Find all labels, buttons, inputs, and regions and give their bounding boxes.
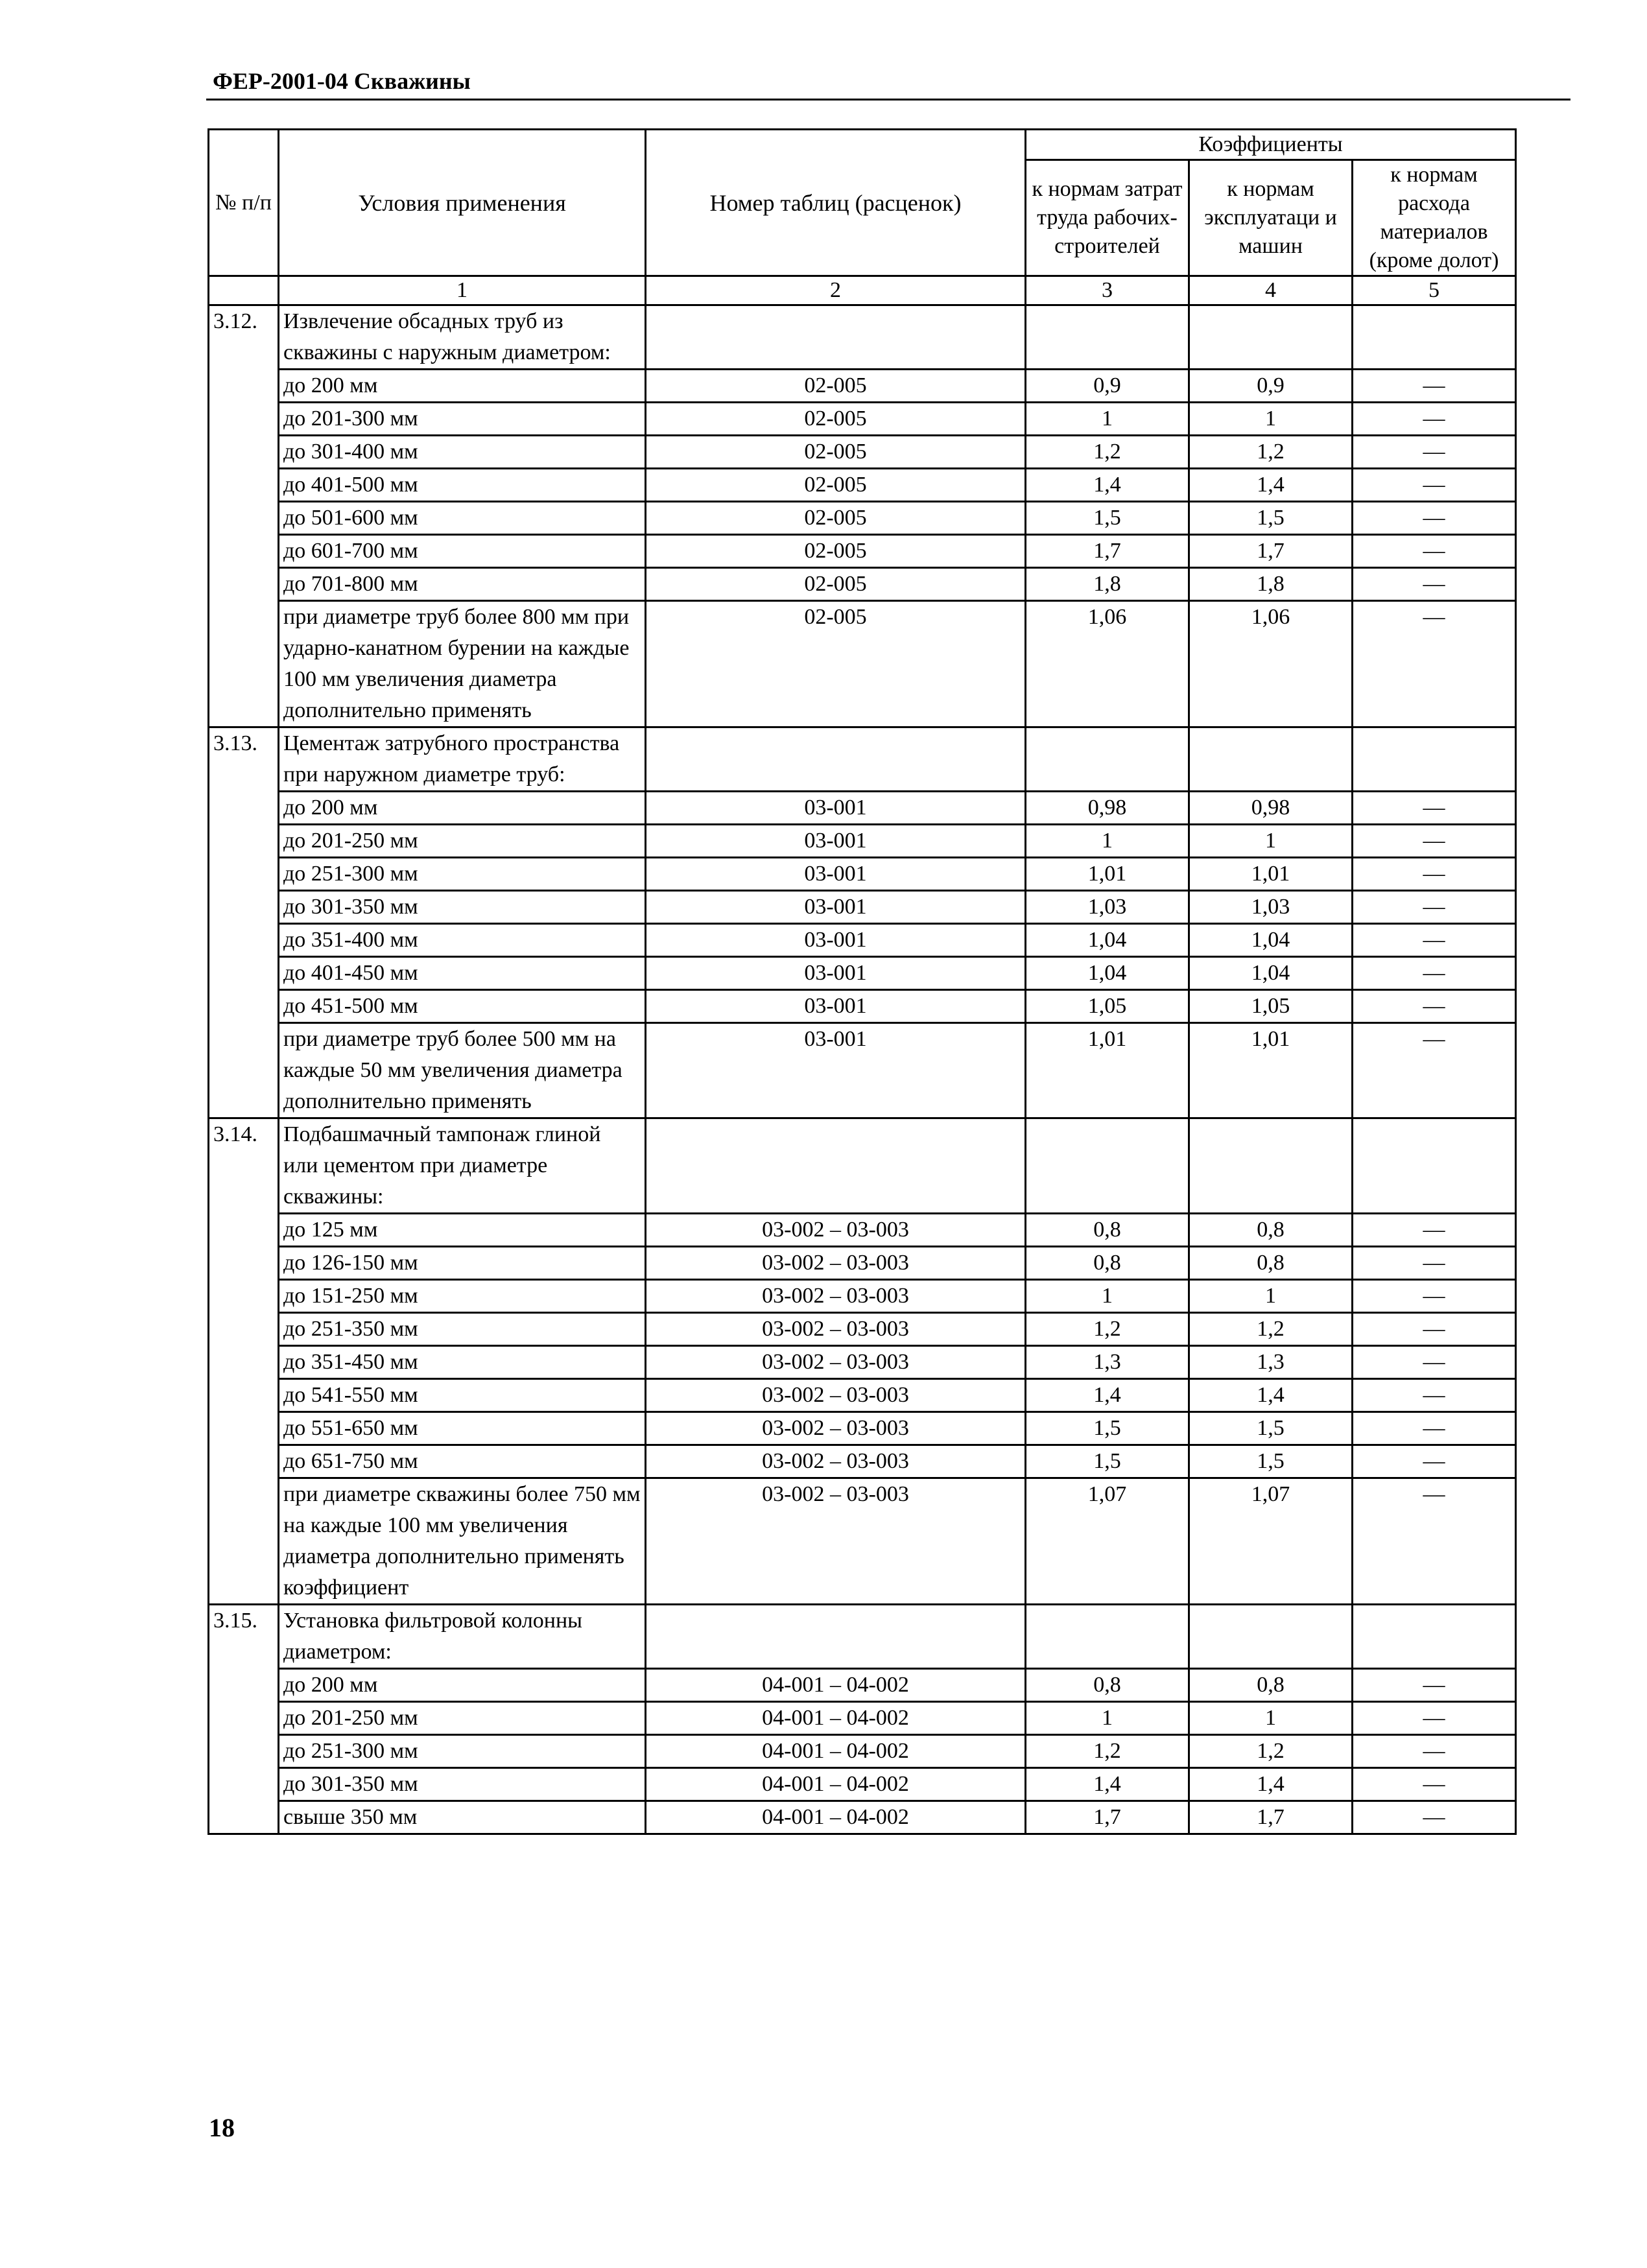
machines-coef-cell: 0,8	[1189, 1669, 1353, 1702]
labor-coef-cell: 0,9	[1026, 370, 1189, 403]
condition-cell: при диаметре труб более 800 мм при ударно-канатном бурении на каждые 100 мм увеличения диаметра дополнительно применять	[279, 601, 646, 727]
table-number-cell: 03-001	[646, 891, 1026, 924]
machines-coef-cell: 0,9	[1189, 370, 1353, 403]
materials-coef-cell: —	[1353, 1346, 1516, 1379]
table-number-cell: 02-005	[646, 436, 1026, 469]
condition-cell: до 401-450 мм	[279, 957, 646, 990]
materials-coef-cell: —	[1353, 1023, 1516, 1118]
materials-coef-cell: —	[1353, 601, 1516, 727]
machines-coef-cell: 1,06	[1189, 601, 1353, 727]
table-number-cell: 03-002 – 03-003	[646, 1214, 1026, 1247]
condition-cell: до 201-300 мм	[279, 403, 646, 436]
table-row	[209, 1280, 1516, 1313]
labor-coef-cell: 1,5	[1026, 1445, 1189, 1478]
table-number-cell: 03-001	[646, 957, 1026, 990]
labor-coef-cell: 1,05	[1026, 990, 1189, 1023]
table-row	[209, 436, 1516, 469]
machines-coef-cell: 1,4	[1189, 1379, 1353, 1412]
labor-coef-cell: 1,01	[1026, 858, 1189, 891]
materials-coef-cell: —	[1353, 1735, 1516, 1768]
column-number: 1	[279, 276, 646, 305]
condition-cell: до 401-500 мм	[279, 469, 646, 502]
machines-coef-cell: 1,8	[1189, 568, 1353, 601]
machines-coef-cell: 0,98	[1189, 792, 1353, 825]
table-number-cell: 03-002 – 03-003	[646, 1478, 1026, 1605]
section-number: 3.15.	[209, 1605, 279, 1669]
condition-cell: до 201-250 мм	[279, 1702, 646, 1735]
header-machines: к нормам эксплуатаци и машин	[1189, 160, 1353, 276]
section-title: Установка фильтровой колонны диаметром:	[279, 1605, 646, 1669]
table-number-cell: 03-001	[646, 1023, 1026, 1118]
materials-coef-cell: —	[1353, 1801, 1516, 1834]
section-title-row	[209, 1118, 1516, 1214]
table-number-cell: 02-005	[646, 370, 1026, 403]
machines-coef-cell: 1,04	[1189, 924, 1353, 957]
column-number: 2	[646, 276, 1026, 305]
empty-number-cell	[209, 1247, 279, 1280]
materials-coef-cell: —	[1353, 403, 1516, 436]
machines-coef-cell: 1	[1189, 1280, 1353, 1313]
table-number-cell: 03-002 – 03-003	[646, 1412, 1026, 1445]
empty-number-cell	[209, 436, 279, 469]
condition-cell: до 551-650 мм	[279, 1412, 646, 1445]
column-number-blank	[209, 276, 279, 305]
empty-cell	[646, 727, 1026, 792]
section-title: Подбашмачный тампонаж глиной или цементом при диаметре скважины:	[279, 1118, 646, 1214]
materials-coef-cell: —	[1353, 370, 1516, 403]
empty-number-cell	[209, 1735, 279, 1768]
machines-coef-cell: 1,04	[1189, 957, 1353, 990]
table-row	[209, 502, 1516, 535]
empty-number-cell	[209, 1768, 279, 1801]
table-row	[209, 891, 1516, 924]
machines-coef-cell: 0,8	[1189, 1247, 1353, 1280]
labor-coef-cell: 1,2	[1026, 436, 1189, 469]
empty-number-cell	[209, 825, 279, 858]
table-row	[209, 469, 1516, 502]
table-number-cell: 02-005	[646, 403, 1026, 436]
condition-cell: до 200 мм	[279, 1669, 646, 1702]
materials-coef-cell: —	[1353, 1313, 1516, 1346]
condition-cell: до 541-550 мм	[279, 1379, 646, 1412]
table-number-cell: 03-002 – 03-003	[646, 1346, 1026, 1379]
materials-coef-cell: —	[1353, 1768, 1516, 1801]
empty-number-cell	[209, 502, 279, 535]
empty-cell	[1189, 727, 1353, 792]
table-number-cell: 03-001	[646, 924, 1026, 957]
condition-cell: до 651-750 мм	[279, 1445, 646, 1478]
coefficients-table	[207, 128, 1517, 1835]
materials-coef-cell: —	[1353, 568, 1516, 601]
condition-cell: до 601-700 мм	[279, 535, 646, 568]
section-title-row	[209, 727, 1516, 792]
labor-coef-cell: 1,8	[1026, 568, 1189, 601]
table-section	[209, 1118, 1516, 1605]
materials-coef-cell: —	[1353, 891, 1516, 924]
section-number: 3.13.	[209, 727, 279, 792]
table-row	[209, 1445, 1516, 1478]
table-number-cell: 03-001	[646, 792, 1026, 825]
labor-coef-cell: 1,3	[1026, 1346, 1189, 1379]
machines-coef-cell: 1,5	[1189, 1412, 1353, 1445]
empty-cell	[1353, 1118, 1516, 1214]
table-number-cell: 03-001	[646, 990, 1026, 1023]
header-table-no: Номер таблиц (расценок)	[646, 130, 1026, 276]
condition-cell: до 351-400 мм	[279, 924, 646, 957]
table-row	[209, 1735, 1516, 1768]
labor-coef-cell: 1	[1026, 403, 1189, 436]
table-row	[209, 1214, 1516, 1247]
empty-cell	[1189, 1118, 1353, 1214]
machines-coef-cell: 1,2	[1189, 1313, 1353, 1346]
empty-cell	[646, 1118, 1026, 1214]
empty-number-cell	[209, 469, 279, 502]
materials-coef-cell: —	[1353, 825, 1516, 858]
header-num: № п/п	[209, 130, 279, 276]
empty-cell	[646, 1605, 1026, 1669]
condition-cell: до 351-450 мм	[279, 1346, 646, 1379]
condition-cell: до 200 мм	[279, 370, 646, 403]
table-row	[209, 957, 1516, 990]
machines-coef-cell: 1	[1189, 825, 1353, 858]
machines-coef-cell: 1,07	[1189, 1478, 1353, 1605]
table-row	[209, 924, 1516, 957]
header-labor: к нормам затрат труда рабочих-строителей	[1026, 160, 1189, 276]
labor-coef-cell: 1,4	[1026, 1379, 1189, 1412]
labor-coef-cell: 1	[1026, 1702, 1189, 1735]
machines-coef-cell: 1,3	[1189, 1346, 1353, 1379]
table-row	[209, 1023, 1516, 1118]
labor-coef-cell: 1,7	[1026, 1801, 1189, 1834]
table-row	[209, 1379, 1516, 1412]
empty-cell	[1353, 305, 1516, 370]
labor-coef-cell: 1	[1026, 1280, 1189, 1313]
condition-cell: до 301-350 мм	[279, 891, 646, 924]
table-row	[209, 1247, 1516, 1280]
condition-cell: при диаметре скважины более 750 мм на каждые 100 мм увеличения диаметра дополнительно применять коэффициент	[279, 1478, 646, 1605]
table-section	[209, 727, 1516, 1118]
machines-coef-cell: 1,4	[1189, 1768, 1353, 1801]
condition-cell: до 701-800 мм	[279, 568, 646, 601]
labor-coef-cell: 0,8	[1026, 1214, 1189, 1247]
column-number: 5	[1353, 276, 1516, 305]
table-row	[209, 792, 1516, 825]
materials-coef-cell: —	[1353, 535, 1516, 568]
section-number: 3.14.	[209, 1118, 279, 1214]
empty-cell	[1353, 1605, 1516, 1669]
section-number: 3.12.	[209, 305, 279, 370]
machines-coef-cell: 1,5	[1189, 1445, 1353, 1478]
table-number-cell: 04-001 – 04-002	[646, 1702, 1026, 1735]
materials-coef-cell: —	[1353, 1280, 1516, 1313]
materials-coef-cell: —	[1353, 1247, 1516, 1280]
empty-number-cell	[209, 1801, 279, 1834]
condition-cell: до 451-500 мм	[279, 990, 646, 1023]
empty-number-cell	[209, 1280, 279, 1313]
condition-cell: при диаметре труб более 500 мм на каждые 50 мм увеличения диаметра дополнительно применять	[279, 1023, 646, 1118]
page-header-title: ФЕР-2001-04 Скважины	[213, 68, 471, 94]
labor-coef-cell: 1,2	[1026, 1313, 1189, 1346]
materials-coef-cell: —	[1353, 1702, 1516, 1735]
machines-coef-cell: 1	[1189, 1702, 1353, 1735]
table-number-cell: 02-005	[646, 469, 1026, 502]
materials-coef-cell: —	[1353, 858, 1516, 891]
empty-number-cell	[209, 1412, 279, 1445]
table-row	[209, 1801, 1516, 1834]
machines-coef-cell: 1,4	[1189, 469, 1353, 502]
condition-cell: до 251-300 мм	[279, 858, 646, 891]
empty-number-cell	[209, 370, 279, 403]
labor-coef-cell: 1,5	[1026, 502, 1189, 535]
condition-cell: до 201-250 мм	[279, 825, 646, 858]
labor-coef-cell: 1,01	[1026, 1023, 1189, 1118]
machines-coef-cell: 1,05	[1189, 990, 1353, 1023]
table-section	[209, 305, 1516, 727]
labor-coef-cell: 0,98	[1026, 792, 1189, 825]
table-number-cell: 02-005	[646, 601, 1026, 727]
table-number-cell: 03-002 – 03-003	[646, 1280, 1026, 1313]
labor-coef-cell: 1,04	[1026, 957, 1189, 990]
table-section	[209, 1605, 1516, 1834]
table-number-cell: 03-001	[646, 858, 1026, 891]
empty-cell	[1353, 727, 1516, 792]
table-row	[209, 1478, 1516, 1605]
machines-coef-cell: 1,03	[1189, 891, 1353, 924]
empty-number-cell	[209, 403, 279, 436]
table-number-cell: 03-001	[646, 825, 1026, 858]
empty-number-cell	[209, 601, 279, 727]
table-number-cell: 02-005	[646, 568, 1026, 601]
labor-coef-cell: 1,4	[1026, 469, 1189, 502]
table-row	[209, 1412, 1516, 1445]
machines-coef-cell: 0,8	[1189, 1214, 1353, 1247]
table-number-cell: 04-001 – 04-002	[646, 1768, 1026, 1801]
machines-coef-cell: 1,7	[1189, 535, 1353, 568]
empty-number-cell	[209, 1214, 279, 1247]
empty-number-cell	[209, 1669, 279, 1702]
empty-cell	[1026, 305, 1189, 370]
empty-number-cell	[209, 924, 279, 957]
materials-coef-cell: —	[1353, 1379, 1516, 1412]
condition-cell: до 251-300 мм	[279, 1735, 646, 1768]
section-title-row	[209, 1605, 1516, 1669]
materials-coef-cell: —	[1353, 1412, 1516, 1445]
empty-number-cell	[209, 990, 279, 1023]
table-row	[209, 403, 1516, 436]
table-row	[209, 825, 1516, 858]
labor-coef-cell: 1,07	[1026, 1478, 1189, 1605]
materials-coef-cell: —	[1353, 1445, 1516, 1478]
section-title-row	[209, 305, 1516, 370]
table-row	[209, 1346, 1516, 1379]
labor-coef-cell: 1,4	[1026, 1768, 1189, 1801]
materials-coef-cell: —	[1353, 990, 1516, 1023]
empty-number-cell	[209, 792, 279, 825]
labor-coef-cell: 1,2	[1026, 1735, 1189, 1768]
empty-number-cell	[209, 1702, 279, 1735]
table-number-cell: 04-001 – 04-002	[646, 1669, 1026, 1702]
table-row	[209, 1669, 1516, 1702]
labor-coef-cell: 1,06	[1026, 601, 1189, 727]
condition-cell: до 126-150 мм	[279, 1247, 646, 1280]
materials-coef-cell: —	[1353, 436, 1516, 469]
empty-number-cell	[209, 568, 279, 601]
materials-coef-cell: —	[1353, 1669, 1516, 1702]
table-row	[209, 990, 1516, 1023]
materials-coef-cell: —	[1353, 792, 1516, 825]
table-row	[209, 535, 1516, 568]
labor-coef-cell: 1	[1026, 825, 1189, 858]
materials-coef-cell: —	[1353, 924, 1516, 957]
empty-number-cell	[209, 891, 279, 924]
table-row	[209, 370, 1516, 403]
empty-number-cell	[209, 1445, 279, 1478]
empty-cell	[646, 305, 1026, 370]
empty-number-cell	[209, 1478, 279, 1605]
condition-cell: до 251-350 мм	[279, 1313, 646, 1346]
empty-number-cell	[209, 858, 279, 891]
table-number-cell: 03-002 – 03-003	[646, 1445, 1026, 1478]
machines-coef-cell: 1	[1189, 403, 1353, 436]
condition-cell: до 501-600 мм	[279, 502, 646, 535]
header-conditions: Условия применения	[279, 130, 646, 276]
empty-number-cell	[209, 1023, 279, 1118]
empty-number-cell	[209, 1346, 279, 1379]
labor-coef-cell: 1,03	[1026, 891, 1189, 924]
machines-coef-cell: 1,01	[1189, 858, 1353, 891]
table-number-cell: 03-002 – 03-003	[646, 1247, 1026, 1280]
materials-coef-cell: —	[1353, 502, 1516, 535]
section-title: Цементаж затрубного пространства при наружном диаметре труб:	[279, 727, 646, 792]
materials-coef-cell: —	[1353, 1478, 1516, 1605]
table-row	[209, 858, 1516, 891]
table-row	[209, 1313, 1516, 1346]
empty-cell	[1189, 305, 1353, 370]
labor-coef-cell: 0,8	[1026, 1247, 1189, 1280]
header-materials: к нормам расхода материалов (кроме долот)	[1353, 160, 1516, 276]
labor-coef-cell: 1,7	[1026, 535, 1189, 568]
table-number-cell: 03-002 – 03-003	[646, 1379, 1026, 1412]
column-number: 4	[1189, 276, 1353, 305]
labor-coef-cell: 1,5	[1026, 1412, 1189, 1445]
column-number: 3	[1026, 276, 1189, 305]
condition-cell: свыше 350 мм	[279, 1801, 646, 1834]
machines-coef-cell: 1,2	[1189, 436, 1353, 469]
machines-coef-cell: 1,7	[1189, 1801, 1353, 1834]
condition-cell: до 200 мм	[279, 792, 646, 825]
table-number-cell: 04-001 – 04-002	[646, 1735, 1026, 1768]
labor-coef-cell: 0,8	[1026, 1669, 1189, 1702]
page-number: 18	[209, 2113, 235, 2142]
materials-coef-cell: —	[1353, 469, 1516, 502]
machines-coef-cell: 1,2	[1189, 1735, 1353, 1768]
header-rule	[206, 99, 1570, 100]
table-number-cell: 02-005	[646, 535, 1026, 568]
empty-number-cell	[209, 1379, 279, 1412]
condition-cell: до 301-400 мм	[279, 436, 646, 469]
table-row	[209, 568, 1516, 601]
table-row	[209, 601, 1516, 727]
table-number-cell: 02-005	[646, 502, 1026, 535]
labor-coef-cell: 1,04	[1026, 924, 1189, 957]
empty-cell	[1189, 1605, 1353, 1669]
header-coefficients: Коэффициенты	[1026, 130, 1516, 160]
machines-coef-cell: 1,5	[1189, 502, 1353, 535]
empty-number-cell	[209, 535, 279, 568]
empty-cell	[1026, 727, 1189, 792]
materials-coef-cell: —	[1353, 957, 1516, 990]
condition-cell: до 125 мм	[279, 1214, 646, 1247]
table-number-cell: 03-002 – 03-003	[646, 1313, 1026, 1346]
empty-cell	[1026, 1118, 1189, 1214]
table-number-cell: 04-001 – 04-002	[646, 1801, 1026, 1834]
table-row	[209, 1702, 1516, 1735]
empty-number-cell	[209, 957, 279, 990]
table-row	[209, 1768, 1516, 1801]
materials-coef-cell: —	[1353, 1214, 1516, 1247]
condition-cell: до 301-350 мм	[279, 1768, 646, 1801]
condition-cell: до 151-250 мм	[279, 1280, 646, 1313]
section-title: Извлечение обсадных труб из скважины с наружным диаметром:	[279, 305, 646, 370]
empty-number-cell	[209, 1313, 279, 1346]
machines-coef-cell: 1,01	[1189, 1023, 1353, 1118]
empty-cell	[1026, 1605, 1189, 1669]
